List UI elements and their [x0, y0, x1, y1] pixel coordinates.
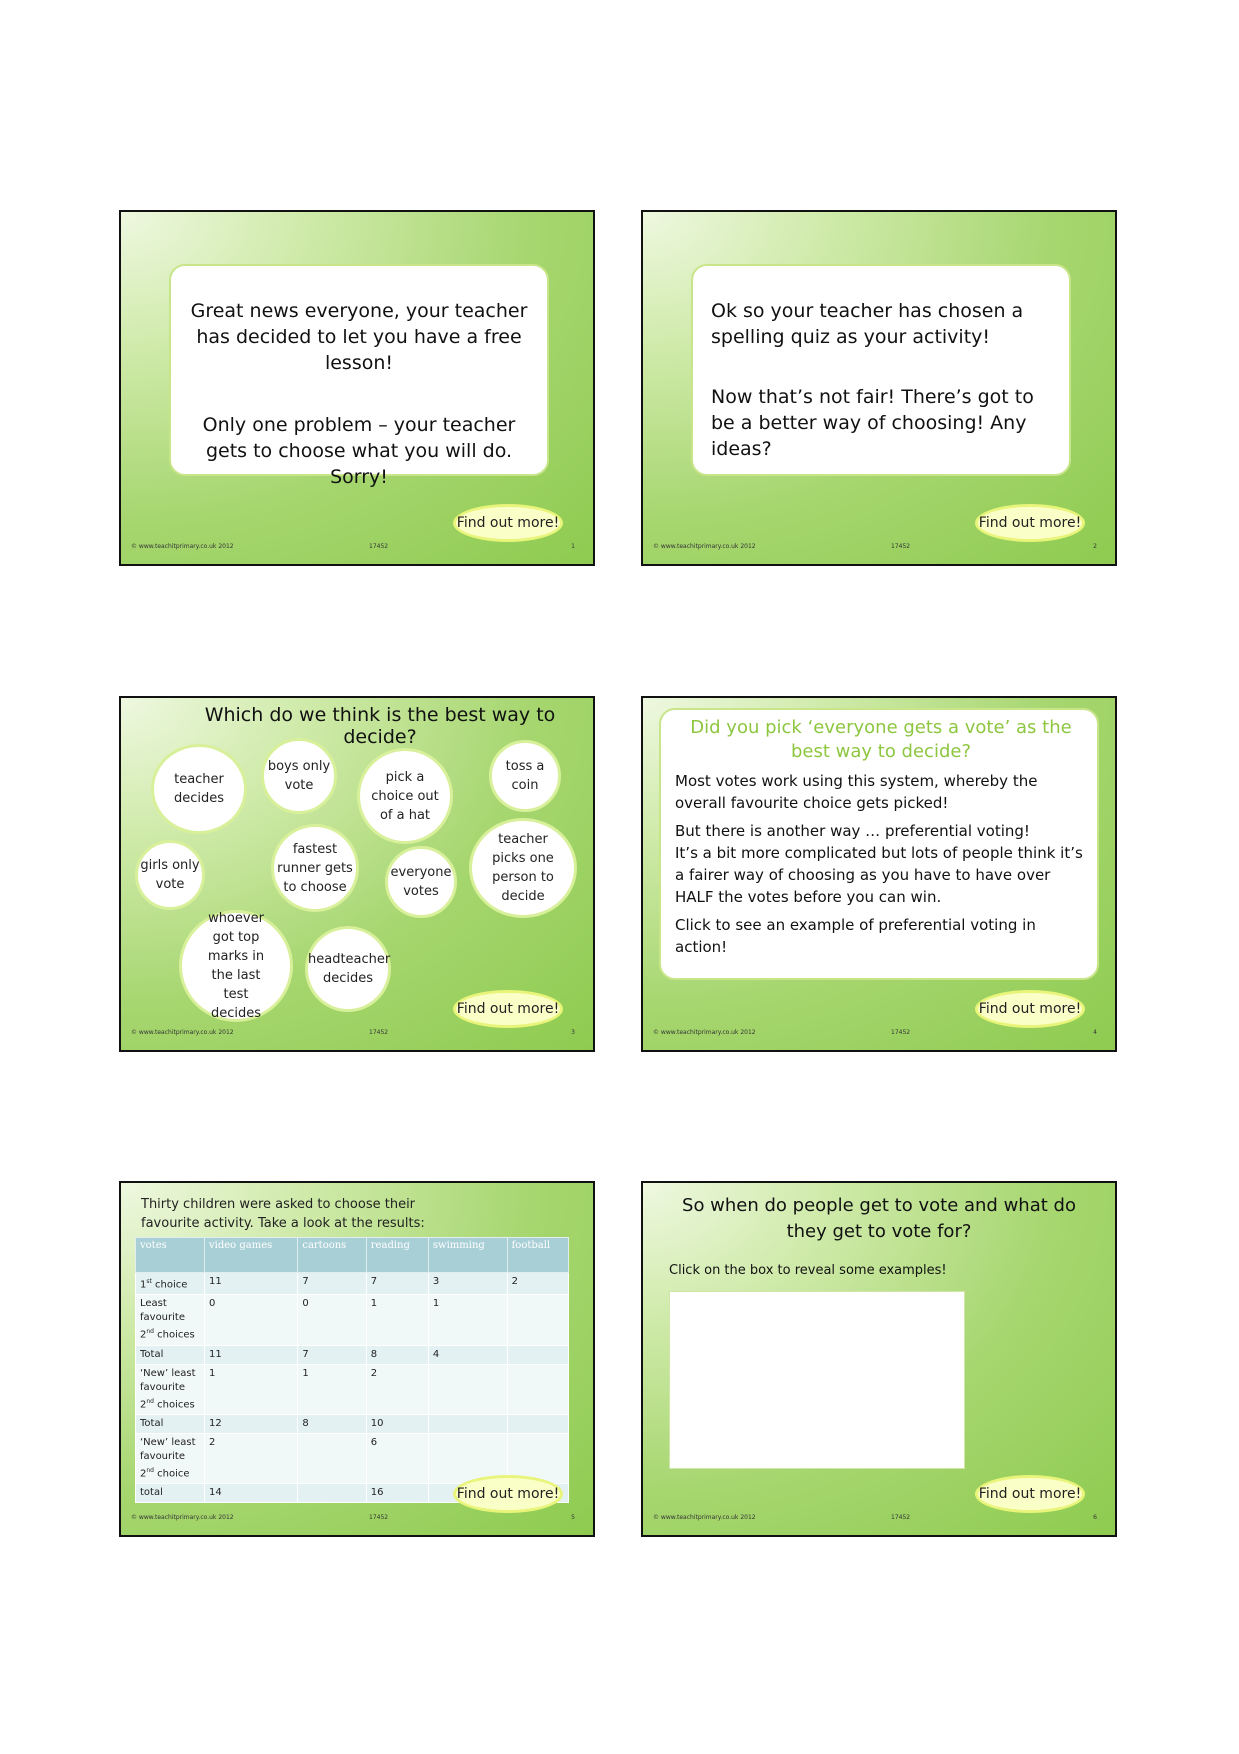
- option-label: headteacher decides: [308, 952, 391, 986]
- table-cell: Total: [136, 1414, 205, 1433]
- find-out-more-button[interactable]: Find out more!: [975, 990, 1085, 1028]
- slide-6: [641, 1181, 1117, 1537]
- table-cell: [507, 1295, 568, 1345]
- table-cell: [507, 1345, 568, 1364]
- option-bubble[interactable]: [357, 748, 453, 844]
- footer-copyright: © www.teachitprimary.co.uk 2012: [131, 1514, 234, 1521]
- table-cell: 12: [205, 1414, 298, 1433]
- message-line-1: Ok so your teacher has chosen a spelling quiz as your activity!: [711, 300, 1024, 348]
- table-cell: 2: [366, 1364, 428, 1414]
- option-bubble[interactable]: [135, 840, 205, 910]
- slide-number: 1: [571, 543, 575, 550]
- footer-code: 17452: [891, 1514, 911, 1521]
- footer-code: 17452: [369, 1514, 389, 1521]
- message-line-2: Only one problem – your teacher gets to choose what you will do. Sorry!: [202, 414, 516, 488]
- table-row: [136, 1273, 569, 1295]
- table-row: [136, 1414, 569, 1433]
- table-cell: 7: [366, 1273, 428, 1295]
- slide-3: [119, 696, 595, 1052]
- find-out-more-button[interactable]: Find out more!: [975, 504, 1085, 542]
- table-cell: 6: [366, 1433, 428, 1483]
- table-cell: 7: [298, 1345, 366, 1364]
- slide-number: 5: [571, 1514, 575, 1521]
- find-out-more-button[interactable]: Find out more!: [453, 1475, 563, 1513]
- info-paragraph-2: But there is another way … preferential voting!: [675, 822, 1030, 840]
- table-cell: ‘New’ least favourite 2nd choices: [136, 1364, 205, 1414]
- table-cell: 16: [366, 1484, 428, 1503]
- table-cell: total: [136, 1484, 205, 1503]
- table-cell: [428, 1364, 507, 1414]
- footer-copyright: © www.teachitprimary.co.uk 2012: [131, 1029, 234, 1036]
- reveal-box[interactable]: [669, 1291, 965, 1469]
- info-paragraph-1: Most votes work using this system, whereby the overall favourite choice gets picked!: [675, 772, 1038, 812]
- table-cell: 1st choice: [136, 1273, 205, 1295]
- option-bubble[interactable]: [469, 818, 577, 918]
- footer-code: 17452: [891, 543, 911, 550]
- table-cell: 8: [298, 1414, 366, 1433]
- column-header: video games: [205, 1238, 298, 1273]
- slide-number: 3: [571, 1029, 575, 1036]
- results-table: [135, 1237, 569, 1503]
- table-cell: 8: [366, 1345, 428, 1364]
- table-row: [136, 1364, 569, 1414]
- table-row: [136, 1295, 569, 1345]
- table-row: [136, 1345, 569, 1364]
- footer-code: 17452: [369, 543, 389, 550]
- footer-copyright: © www.teachitprimary.co.uk 2012: [653, 1514, 756, 1521]
- info-paragraph-3: It’s a bit more complicated but lots of people think it’s a fairer way of choosing as you have to have over HALF the votes before you can win.: [675, 844, 1083, 906]
- footer-copyright: © www.teachitprimary.co.uk 2012: [131, 543, 234, 550]
- table-cell: 1: [205, 1364, 298, 1414]
- option-label: teacher decides: [173, 772, 225, 806]
- option-bubble[interactable]: [489, 740, 561, 812]
- table-cell: 10: [366, 1414, 428, 1433]
- slide-5: [119, 1181, 595, 1537]
- table-cell: 14: [205, 1484, 298, 1503]
- table-cell: 2: [507, 1273, 568, 1295]
- table-cell: [298, 1484, 366, 1503]
- table-cell: ‘New’ least favourite 2nd choice: [136, 1433, 205, 1483]
- table-cell: 0: [205, 1295, 298, 1345]
- slide-number: 6: [1093, 1514, 1097, 1521]
- option-label: pick a choice out of a hat: [371, 769, 439, 823]
- option-label: fastest runner gets to choose: [277, 841, 353, 895]
- table-cell: [428, 1414, 507, 1433]
- option-bubble[interactable]: [151, 744, 247, 834]
- table-cell: 1: [366, 1295, 428, 1345]
- option-label: whoever got top marks in the last test decides: [207, 911, 265, 1021]
- table-cell: [507, 1364, 568, 1414]
- table-cell: 1: [428, 1295, 507, 1345]
- table-cell: [298, 1433, 366, 1483]
- message-card: [691, 264, 1071, 476]
- table-cell: 2: [205, 1433, 298, 1483]
- info-heading: Did you pick ‘everyone gets a vote’ as the best way to decide?: [690, 717, 1072, 762]
- info-paragraph-4[interactable]: Click to see an example of preferential voting in action!: [675, 916, 1036, 956]
- slide-2: [641, 210, 1117, 566]
- table-header-row: [136, 1238, 569, 1273]
- table-cell: 11: [205, 1273, 298, 1295]
- option-label: toss a coin: [505, 759, 545, 793]
- footer-code: 17452: [369, 1029, 389, 1036]
- column-header: cartoons: [298, 1238, 366, 1273]
- table-cell: [507, 1414, 568, 1433]
- slide-title: Which do we think is the best way to decide?: [204, 704, 556, 748]
- table-cell: 1: [298, 1364, 366, 1414]
- find-out-more-button[interactable]: Find out more!: [975, 1475, 1085, 1513]
- find-out-more-button[interactable]: Find out more!: [453, 990, 563, 1028]
- option-bubble[interactable]: [271, 824, 359, 912]
- message-line-1: Great news everyone, your teacher has decided to let you have a free lesson!: [190, 300, 528, 374]
- column-header: football: [507, 1238, 568, 1273]
- option-bubble[interactable]: [261, 738, 337, 814]
- reveal-instruction: Click on the box to reveal some examples!: [669, 1263, 947, 1278]
- footer-copyright: © www.teachitprimary.co.uk 2012: [653, 543, 756, 550]
- option-bubble[interactable]: [305, 926, 391, 1012]
- slide-intro: Thirty children were asked to choose their favourite activity. Take a look at the results:: [141, 1197, 425, 1231]
- option-label: boys only vote: [267, 759, 331, 793]
- slide-1: [119, 210, 595, 566]
- column-header: swimming: [428, 1238, 507, 1273]
- slide-title: So when do people get to vote and what do they get to vote for?: [682, 1195, 1076, 1242]
- table-cell: Total: [136, 1345, 205, 1364]
- column-header: reading: [366, 1238, 428, 1273]
- footer-copyright: © www.teachitprimary.co.uk 2012: [653, 1029, 756, 1036]
- table-cell: 3: [428, 1273, 507, 1295]
- message-line-2: Now that’s not fair! There’s got to be a better way of choosing! Any ideas?: [711, 386, 1034, 460]
- option-label: teacher picks one person to decide: [492, 832, 554, 904]
- find-out-more-button[interactable]: Find out more!: [453, 504, 563, 542]
- slide-number: 2: [1093, 543, 1097, 550]
- info-card: [659, 708, 1099, 980]
- footer-code: 17452: [891, 1029, 911, 1036]
- slide-number: 4: [1093, 1029, 1097, 1036]
- option-bubble[interactable]: [179, 910, 293, 1022]
- option-bubble[interactable]: [385, 846, 457, 918]
- option-label: girls only vote: [140, 858, 200, 892]
- table-cell: 0: [298, 1295, 366, 1345]
- table-cell: 7: [298, 1273, 366, 1295]
- column-header: votes: [136, 1238, 205, 1273]
- table-cell: 4: [428, 1345, 507, 1364]
- table-cell: 11: [205, 1345, 298, 1364]
- table-cell: Least favourite 2nd choices: [136, 1295, 205, 1345]
- slide-4: [641, 696, 1117, 1052]
- message-card: [169, 264, 549, 488]
- option-label: everyone votes: [390, 865, 452, 899]
